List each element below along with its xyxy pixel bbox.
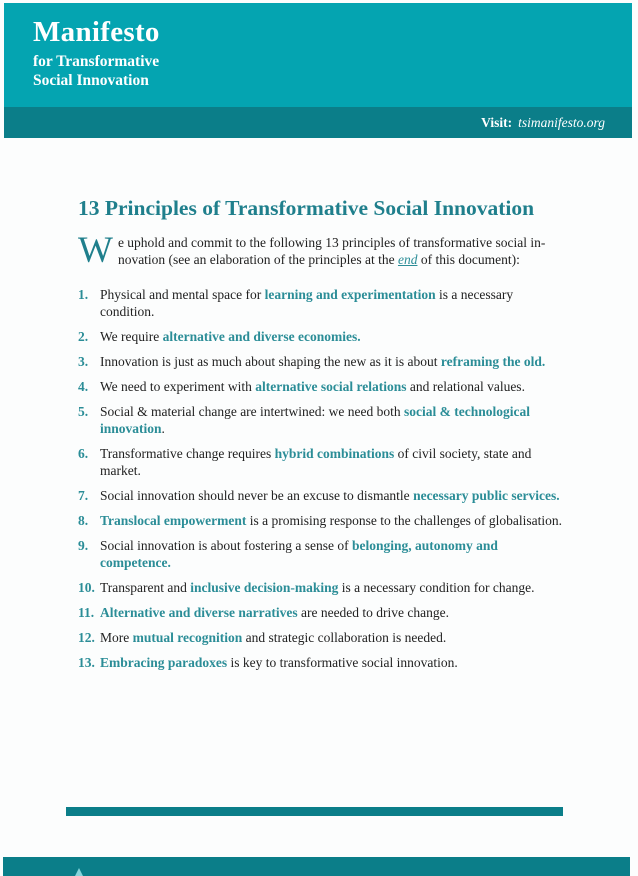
manifesto-subtitle-line2: Social Innovation <box>33 72 149 89</box>
footer-logo-partial-icon <box>75 868 83 876</box>
principle-plain-text: is a promising response to the challenges of globalisation. <box>246 513 563 528</box>
manifesto-subtitle-line1: for Transformative <box>33 53 160 70</box>
principle-item <box>78 487 566 504</box>
principle-number: 3. <box>78 354 89 369</box>
visit-link[interactable]: tsimanifesto.org <box>518 114 605 130</box>
principle-item <box>78 537 566 571</box>
principle-accent-text: necessary public services. <box>413 488 560 503</box>
principle-number: 10. <box>78 580 95 595</box>
principle-text <box>100 537 566 571</box>
visit-bar <box>4 107 632 138</box>
divider-bar <box>66 807 563 816</box>
dropcap-w: W <box>78 230 113 271</box>
principle-number: 5. <box>78 404 89 419</box>
principle-number: 9. <box>78 538 89 553</box>
manifesto-title: Manifesto <box>33 16 160 48</box>
principle-text <box>100 353 566 370</box>
principle-item <box>78 353 566 370</box>
visit-label: Visit: <box>481 114 513 130</box>
principle-text <box>100 286 566 320</box>
principle-number: 1. <box>78 287 89 302</box>
principle-plain-text: . <box>161 421 165 436</box>
principle-item <box>78 629 566 646</box>
principles-list <box>78 286 566 671</box>
principle-plain-text: We need to experiment with <box>100 379 256 394</box>
principle-number: 8. <box>78 513 89 528</box>
principle-plain-text: Social & material change are intertwined: we need both <box>100 404 405 419</box>
principle-accent-text: reframing the old. <box>440 354 546 369</box>
principle-plain-text: and relational values. <box>406 379 525 394</box>
principle-text <box>100 654 566 671</box>
principle-text <box>100 629 566 646</box>
principle-accent-text: alternative and diverse economies. <box>162 329 361 344</box>
principle-plain-text: and strategic collaboration is needed. <box>242 630 447 645</box>
principle-plain-text: Transformative change requires <box>100 446 275 461</box>
principle-plain-text: Transparent and <box>100 580 191 595</box>
principle-item <box>78 654 566 671</box>
page-title: 13 Principles of Transformative Social Innovation <box>78 196 535 220</box>
principle-plain-text: of civil society, state and market. <box>100 446 532 478</box>
principle-accent-text: belonging, autonomy and competence. <box>100 538 498 570</box>
principle-number: 2. <box>78 329 89 344</box>
principle-plain-text: is a necessary condition for change. <box>338 580 535 595</box>
principle-number: 11. <box>78 605 95 620</box>
principle-accent-text: mutual recognition <box>132 630 243 645</box>
principle-text <box>100 604 566 621</box>
principle-number: 4. <box>78 379 89 394</box>
principle-number: 13. <box>78 655 95 670</box>
footer-bar <box>3 857 630 876</box>
principle-accent-text: Alternative and diverse narratives <box>100 605 298 620</box>
principle-accent-text: learning and experimentation <box>264 287 436 302</box>
principle-item <box>78 328 566 345</box>
principle-item <box>78 579 566 596</box>
principle-accent-text: inclusive decision-making <box>190 580 339 595</box>
principle-item <box>78 512 566 529</box>
principle-accent-text: alternative social relations <box>255 379 407 394</box>
principle-item <box>78 286 566 320</box>
principle-text <box>100 403 566 437</box>
principle-item <box>78 604 566 621</box>
principle-plain-text: is a necessary condition. <box>100 287 514 319</box>
principle-plain-text: Social innovation should never be an excuse to dismantle <box>100 488 414 503</box>
principle-text <box>100 445 566 479</box>
principle-accent-text: social & technological innovation <box>100 404 530 436</box>
intro-line2: novation (see an elaboration of the principles at the <box>117 252 398 267</box>
principle-number: 6. <box>78 446 89 461</box>
principle-number: 7. <box>78 488 89 503</box>
intro-after-link: of this document): <box>417 252 520 267</box>
principle-plain-text: More <box>100 630 133 645</box>
intro-line1: e uphold and commit to the following 13 principles of transformative social in- <box>117 235 546 250</box>
principle-text <box>100 512 566 529</box>
end-link[interactable]: end <box>397 252 418 267</box>
principle-item <box>78 378 566 395</box>
principle-plain-text: We require <box>100 329 163 344</box>
principle-text <box>100 328 566 345</box>
intro-paragraph <box>78 230 566 271</box>
principle-accent-text: hybrid combinations <box>274 446 395 461</box>
principle-plain-text: are needed to drive change. <box>297 605 450 620</box>
principle-text <box>100 378 566 395</box>
masthead <box>4 3 632 107</box>
principle-accent-text: Translocal empowerment <box>100 513 247 528</box>
principle-plain-text: is key to transformative social innovation. <box>227 655 458 670</box>
principle-item <box>78 403 566 437</box>
principle-plain-text: Physical and mental space for <box>100 287 265 302</box>
principle-plain-text: Innovation is just as much about shaping the new as it is about <box>100 354 441 369</box>
principle-number: 12. <box>78 630 95 645</box>
principle-text <box>100 579 566 596</box>
principle-accent-text: Embracing paradoxes <box>100 655 228 670</box>
principle-plain-text: Social innovation is about fostering a sense of <box>100 538 352 553</box>
content-area <box>78 195 566 679</box>
principle-text <box>100 487 566 504</box>
principle-item <box>78 445 566 479</box>
